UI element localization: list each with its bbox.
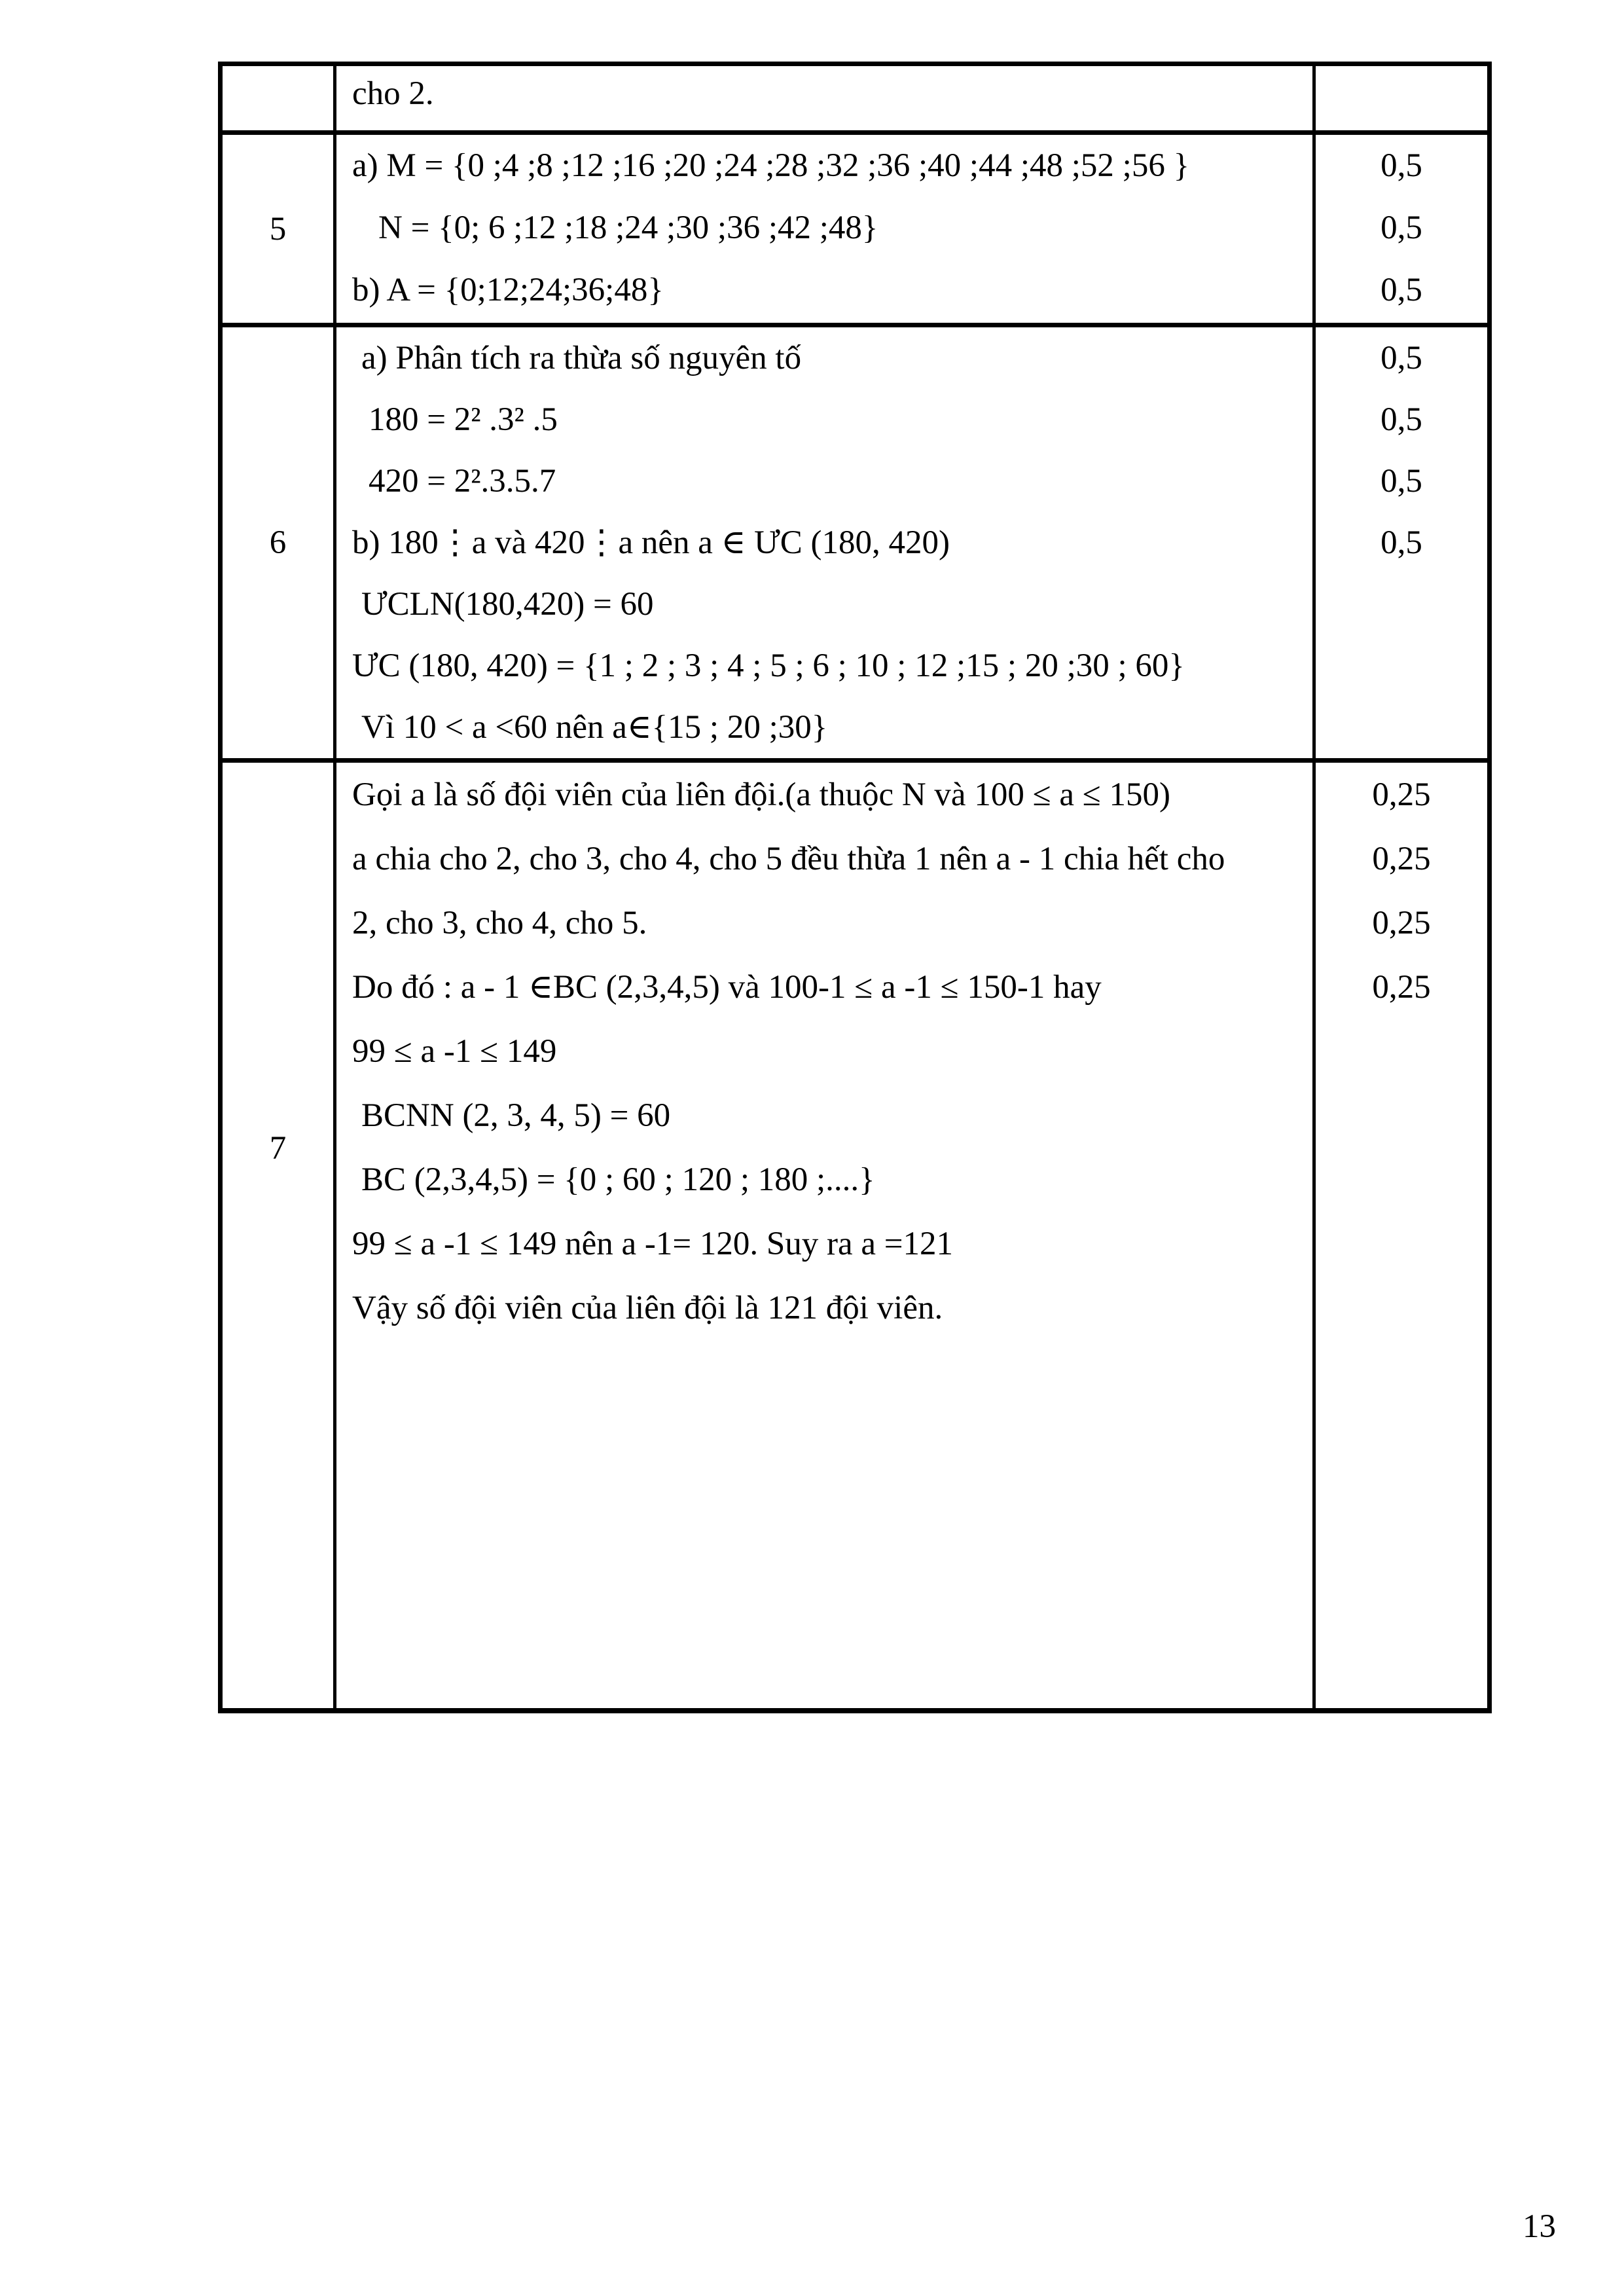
score-value: 0,25 — [1372, 969, 1431, 1006]
answer-line: a) Phân tích ra thừa số nguyên tố — [361, 340, 802, 376]
answer-line: 99 ≤ a -1 ≤ 149 nên a -1= 120. Suy ra a =121 — [352, 1226, 953, 1262]
score-value: 0,25 — [1372, 905, 1431, 941]
question-number-cell: 6 — [221, 325, 335, 761]
score-value: 0,5 — [1380, 147, 1422, 184]
score-value: 0,5 — [1380, 272, 1422, 308]
question-number-cell: 5 — [221, 133, 335, 325]
table-row-question-7 — [221, 761, 1490, 1711]
score-cell — [1314, 64, 1490, 133]
score-value: 0,5 — [1380, 463, 1422, 500]
answer-line: 99 ≤ a -1 ≤ 149 — [352, 1033, 557, 1070]
score-value: 0,5 — [1380, 401, 1422, 438]
answer-line: 420 = 2².3.5.7 — [369, 463, 556, 500]
score-value: 0,5 — [1380, 340, 1422, 376]
page-number: 13 — [1523, 2208, 1556, 2245]
score-cell — [1314, 133, 1490, 325]
table-row-carryover — [221, 64, 1490, 133]
score-value: 0,25 — [1372, 841, 1431, 877]
score-value: 0,5 — [1380, 524, 1422, 561]
answer-line: Vì 10 < a <60 nên a∈{15 ; 20 ;30} — [361, 709, 828, 746]
table-row-question-6 — [221, 325, 1490, 761]
answer-content-cell — [335, 761, 1314, 1711]
answer-line: ƯCLN(180,420) = 60 — [361, 586, 654, 623]
answer-line: Do đó : a - 1 ∈BC (2,3,4,5) và 100-1 ≤ a -1 ≤ 150-1 hay — [352, 969, 1102, 1006]
answer-content-cell — [335, 133, 1314, 325]
answer-content-cell — [335, 325, 1314, 761]
answer-content-cell — [335, 64, 1314, 133]
answer-line: b) 180⋮a và 420⋮a nên a ∈ ƯC (180, 420) — [352, 524, 950, 561]
score-value: 0,25 — [1372, 776, 1431, 813]
table-row-question-5 — [221, 133, 1490, 325]
answer-line: cho 2. — [352, 75, 434, 112]
answer-line: BCNN (2, 3, 4, 5) = 60 — [361, 1097, 671, 1134]
answer-line: Gọi a là số đội viên của liên đội.(a thuộc N và 100 ≤ a ≤ 150) — [352, 776, 1170, 813]
answer-line: b) A = {0;12;24;36;48} — [352, 272, 664, 308]
answer-line: BC (2,3,4,5) = {0 ; 60 ; 120 ; 180 ;....} — [361, 1161, 875, 1198]
answer-line: N = {0; 6 ;12 ;18 ;24 ;30 ;36 ;42 ;48} — [378, 210, 878, 246]
answer-line: a chia cho 2, cho 3, cho 4, cho 5 đều thừa 1 nên a - 1 chia hết cho — [352, 841, 1225, 877]
answer-line: Vậy số đội viên của liên đội là 121 đội viên. — [352, 1290, 943, 1326]
score-value: 0,5 — [1380, 210, 1422, 246]
score-cell — [1314, 761, 1490, 1711]
answer-line: a) M = {0 ;4 ;8 ;12 ;16 ;20 ;24 ;28 ;32 ;36 ;40 ;44 ;48 ;52 ;56 } — [352, 147, 1190, 184]
answer-line: ƯC (180, 420) = {1 ; 2 ; 3 ; 4 ; 5 ; 6 ; 10 ; 12 ;15 ; 20 ;30 ; 60} — [352, 647, 1185, 684]
answer-line: 2, cho 3, cho 4, cho 5. — [352, 905, 647, 941]
answer-line: 180 = 2² .3² .5 — [369, 401, 558, 438]
score-cell — [1314, 325, 1490, 761]
answer-table — [218, 62, 1492, 1713]
question-number-cell: 7 — [221, 761, 335, 1711]
question-number-cell — [221, 64, 335, 133]
